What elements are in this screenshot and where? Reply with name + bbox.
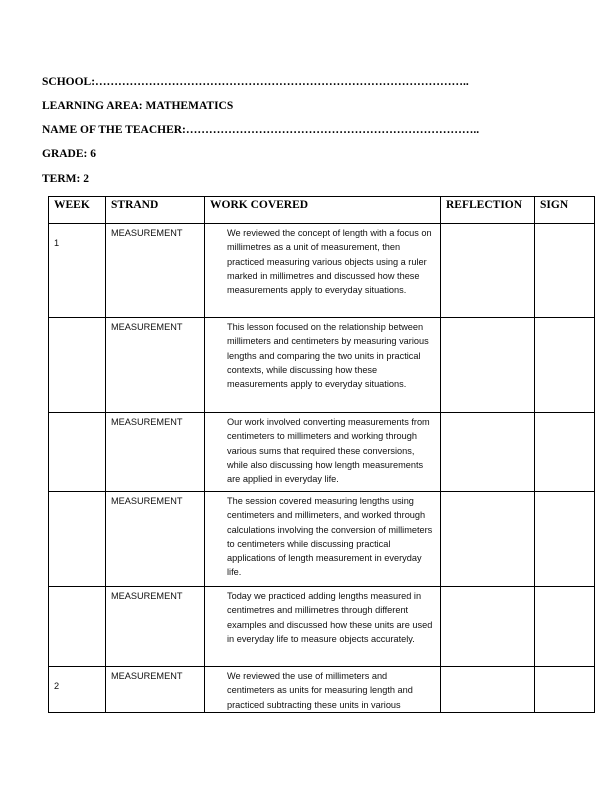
sign-cell <box>535 587 595 667</box>
strand-value: MEASUREMENT <box>111 496 183 506</box>
week-cell <box>49 413 106 492</box>
column-header-work-covered: WORK COVERED <box>205 197 441 224</box>
strand-cell <box>106 318 205 413</box>
week-cell <box>49 224 106 318</box>
strand-cell <box>106 413 205 492</box>
strand-cell <box>106 667 205 713</box>
work-covered-cell <box>205 413 441 492</box>
reflection-cell <box>441 318 535 413</box>
record-of-work-table <box>48 196 595 713</box>
work-covered-cell <box>205 318 441 413</box>
column-header-strand: STRAND <box>106 197 205 224</box>
week-cell <box>49 318 106 413</box>
grade-field: GRADE: 6 <box>42 148 96 160</box>
table-header-row <box>49 197 595 224</box>
work-covered-text: We reviewed the concept of length with a focus on millimetres as a unit of measurement, then practiced measuring various objects using a ruler marked in millimetres and discussed how these measurements apply to everyday situations. <box>227 228 432 296</box>
reflection-cell <box>441 492 535 587</box>
work-covered-text: Our work involved converting measurements from centimeters to millimeters and working through various sums that required these conversions, while also discussing how length measurements are applied in everyday life. <box>227 417 430 485</box>
table-row <box>49 413 595 492</box>
column-header-week: WEEK <box>49 197 106 224</box>
strand-value: MEASUREMENT <box>111 671 183 681</box>
learning-area-field: LEARNING AREA: MATHEMATICS <box>42 100 234 112</box>
week-cell <box>49 587 106 667</box>
sign-cell <box>535 413 595 492</box>
reflection-cell <box>441 413 535 492</box>
week-value: 1 <box>54 238 60 248</box>
column-header-sign: SIGN <box>535 197 595 224</box>
strand-value: MEASUREMENT <box>111 322 183 332</box>
week-value <box>49 492 105 504</box>
strand-value: MEASUREMENT <box>111 228 183 238</box>
column-header-reflection: REFLECTION <box>441 197 535 224</box>
week-value <box>49 587 105 599</box>
strand-value: MEASUREMENT <box>111 591 183 601</box>
week-cell <box>49 667 106 713</box>
week-value <box>49 413 105 425</box>
school-field: SCHOOL:…………………………………………………………………………………….. <box>42 76 469 88</box>
sign-cell <box>535 224 595 318</box>
week-value: 2 <box>54 681 60 691</box>
term-field: TERM: 2 <box>42 173 89 185</box>
sign-cell <box>535 318 595 413</box>
sign-cell <box>535 667 595 713</box>
week-cell <box>49 492 106 587</box>
strand-value: MEASUREMENT <box>111 417 183 427</box>
table-row <box>49 667 595 713</box>
work-covered-cell <box>205 667 441 713</box>
week-value <box>49 318 105 330</box>
work-covered-text: We reviewed the use of millimeters and centimeters as units for measuring length and practiced subtracting these units in various <box>227 671 413 710</box>
work-covered-cell <box>205 587 441 667</box>
work-covered-cell <box>205 224 441 318</box>
sign-cell <box>535 492 595 587</box>
work-covered-cell <box>205 492 441 587</box>
reflection-cell <box>441 224 535 318</box>
strand-cell <box>106 587 205 667</box>
teacher-name-field: NAME OF THE TEACHER:………………………………………………………………….. <box>42 124 480 136</box>
strand-cell <box>106 224 205 318</box>
table-row <box>49 492 595 587</box>
table-row <box>49 224 595 318</box>
work-covered-text: This lesson focused on the relationship between millimeters and centimeters by measuring various lengths and comparing the two units in practical contexts, while discussing how these measurements apply to everyday situations. <box>227 322 429 390</box>
strand-cell <box>106 492 205 587</box>
table-row <box>49 587 595 667</box>
reflection-cell <box>441 667 535 713</box>
table-row <box>49 318 595 413</box>
reflection-cell <box>441 587 535 667</box>
work-covered-text: Today we practiced adding lengths measured in centimetres and millimetres through different examples and discussed how these units are used in everyday life to measure objects accurately. <box>227 591 433 644</box>
work-covered-text: The session covered measuring lengths using centimeters and millimeters, and worked through calculations involving the conversion of millimeters to centimeters while discussing practical applications of length measurement in everyday life. <box>227 496 433 578</box>
